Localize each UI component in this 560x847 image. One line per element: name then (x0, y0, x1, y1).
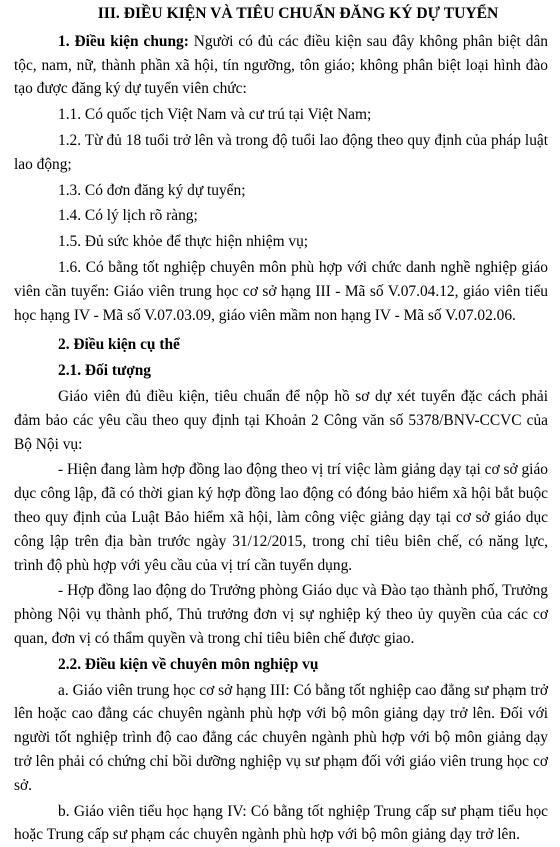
body-paragraph: - Hợp đồng lao động do Trưởng phòng Giáo dục và Đào tạo thành phố, Trưởng phòng Nội vụ thành phố, Thủ trưởng đơn vị sự nghiệp ký theo ủy quyền của các cơ quan, đơn vị có thẩm quyền và trong chỉ tiêu biên chế được giao. (14, 579, 548, 650)
body-paragraph: - Hiện đang làm hợp đồng lao động theo vị trí việc làm giảng dạy tại cơ sở giáo dục công lập, đã có thời gian ký hợp đồng lao động có đóng bảo hiểm xã hội bắt buộc theo quy định của Luật Bảo hiểm xã hội, làm công việc giảng dạy tại cơ sở giáo dục công lập trên địa bàn trước ngày 31/12/2015, trong chỉ tiêu biên chế, có năng lực, trình độ phù hợp với yêu cầu của vị trí cần tuyển dụng. (14, 458, 548, 577)
body-paragraph: b. Giáo viên tiểu học hạng IV: Có bằng tốt nghiệp Trung cấp sư phạm tiểu học hoặc Trung cấp sư phạm các chuyên ngành phù hợp với bộ môn giảng dạy trở lên. (14, 800, 548, 847)
specific-conditions-heading: 2. Điều kiện cụ thể (14, 333, 548, 357)
general-conditions-paragraph (14, 30, 548, 101)
list-item: 1.1. Có quốc tịch Việt Nam và cư trú tại Việt Nam; (14, 103, 548, 127)
body-paragraph: a. Giáo viên trung học cơ sở hạng III: Có bằng tốt nghiệp cao đẳng sư phạm trở lên hoặc cao đẳng các chuyên ngành phù hợp với bộ môn giảng dạy trở lên. Đối với người tốt nghiệp trình độ cao đẳng các chuyên ngành phù hợp với bộ môn giảng dạy trở lên phải có chứng chỉ bồi dưỡng nghiệp vụ sư phạm đối với giáo viên trung học cơ sở. (14, 679, 548, 798)
subject-heading: 2.1. Đối tượng (14, 359, 548, 383)
body-paragraph: Giáo viên đủ điều kiện, tiêu chuẩn để nộp hồ sơ dự xét tuyển đặc cách phải đảm bảo các yêu cầu theo quy định tại Khoản 2 Công văn số 5378/BNV-CCVC của Bộ Nội vụ: (14, 385, 548, 456)
general-conditions-intro: Người có đủ các điều kiện sau đây không phân biệt dân tộc, nam, nữ, thành phần xã hội, tín ngưỡng, tôn giáo; không phân biệt loại hình đào tạo được đăng ký dự tuyển viên chức: (14, 33, 548, 98)
list-item: 1.2. Từ đủ 18 tuổi trở lên và trong độ tuổi lao động theo quy định của pháp luật lao động; (14, 129, 548, 177)
list-item: 1.4. Có lý lịch rõ ràng; (14, 204, 548, 228)
general-conditions-heading: 1. Điều kiện chung: (58, 33, 189, 50)
list-item: 1.6. Có bằng tốt nghiệp chuyên môn phù hợp với chức danh nghề nghiệp giáo viên cần tuyển: Giáo viên trung học cơ sở hạng III - Mã số V.07.04.12, giáo viên tiểu học hạng IV - Mã số V.07.03.09, giáo viên mầm non hạng IV - Mã số V.07.02.06. (14, 256, 548, 327)
list-item: 1.3. Có đơn đăng ký dự tuyển; (14, 179, 548, 203)
section-title: III. ĐIỀU KIỆN VÀ TIÊU CHUẨN ĐĂNG KÝ DỰ TUYỂN (14, 2, 548, 26)
list-item: 1.5. Đủ sức khỏe để thực hiện nhiệm vụ; (14, 230, 548, 254)
professional-heading: 2.2. Điều kiện về chuyên môn nghiệp vụ (14, 653, 548, 677)
